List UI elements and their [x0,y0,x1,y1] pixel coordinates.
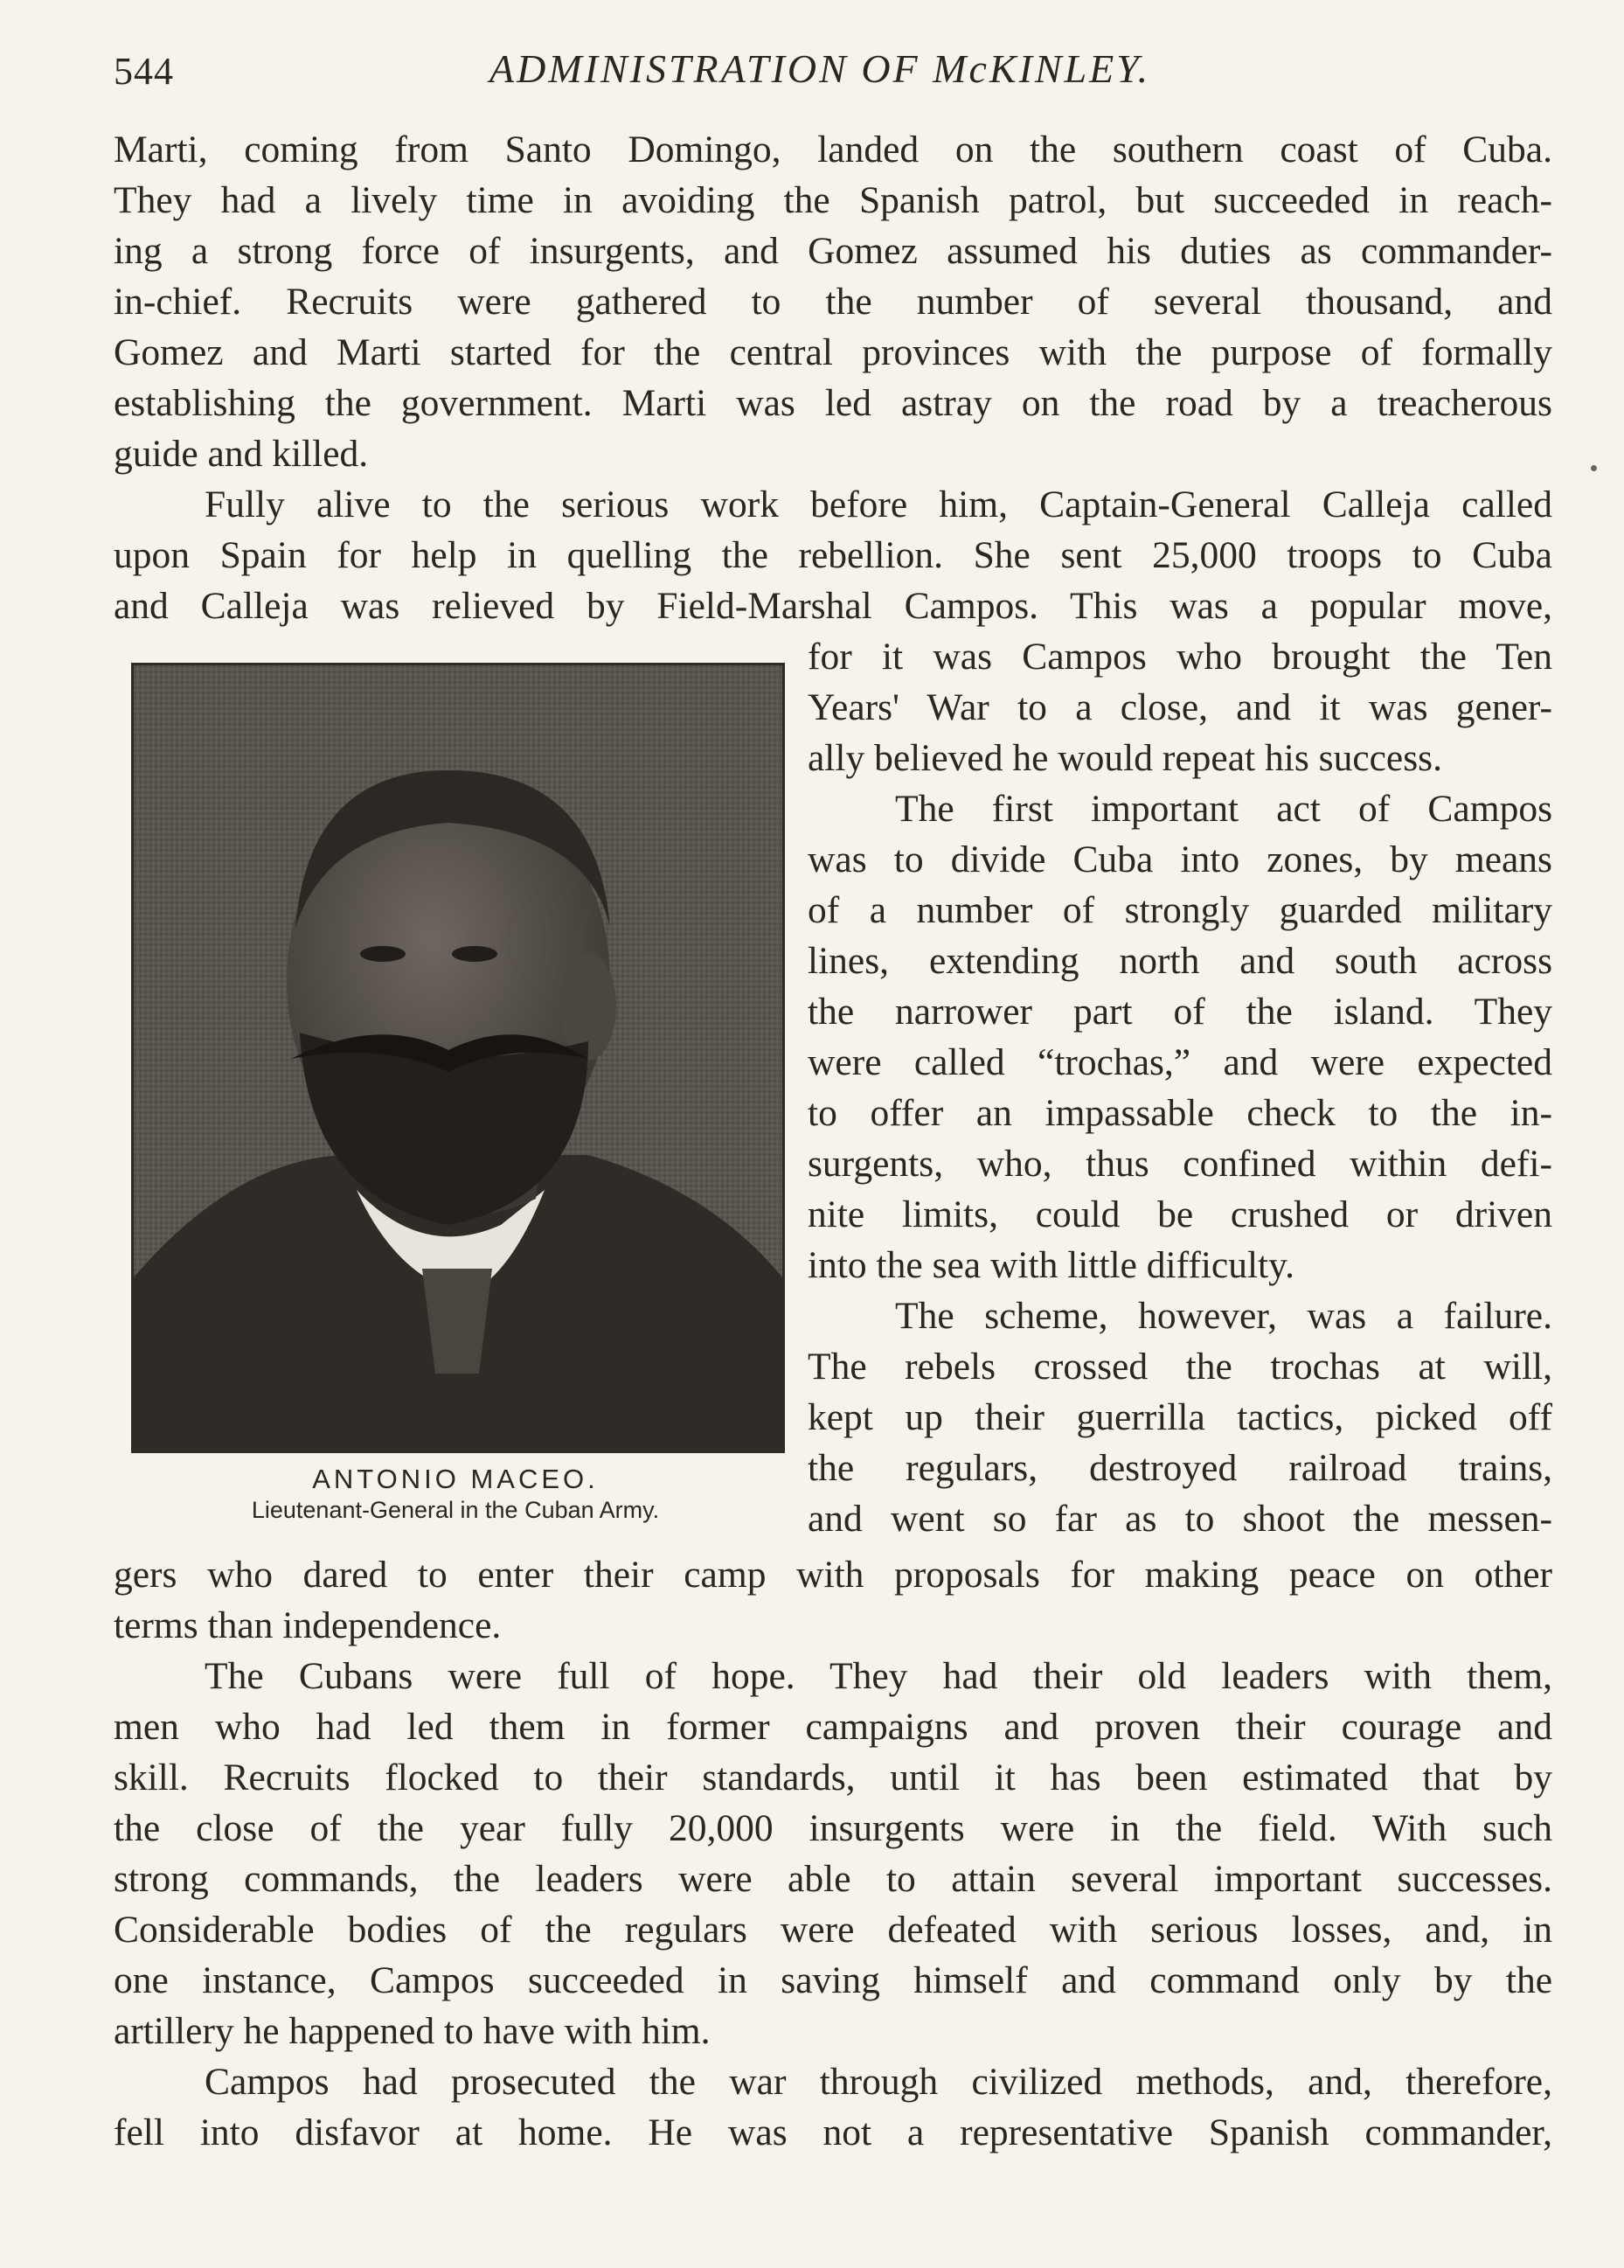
text-line: Considerable bodies of the regulars were defeated with serious losses, and, in [114,1909,1552,1951]
text-line: skill. Recruits flocked to their standards, until it has been estimated that by [114,1757,1552,1798]
text-line: Years' War to a close, and it was gener- [808,686,1552,728]
text-line: Campos had prosecuted the war through civilized methods, and, therefore, [205,2061,1552,2103]
text-line: lines, extending north and south across [808,940,1552,982]
text-line: terms than independence. [114,1604,502,1646]
portrait-image [134,665,782,1451]
text-line: establishing the government. Marti was led astray on the road by a treacherous [114,382,1552,424]
text-line: fell into disfavor at home. He was not a representative Spanish commander, [114,2111,1552,2153]
text-line: artillery he happened to have with him. [114,2010,711,2052]
text-line: gers who dared to enter their camp with proposals for making peace on other [114,1554,1552,1596]
text-line: men who had led them in former campaigns and proven their courage and [114,1706,1552,1748]
ink-speck [1591,465,1597,471]
text-line: to offer an impassable check to the in- [808,1092,1552,1134]
text-line: strong commands, the leaders were able to attain several important successes. [114,1858,1552,1900]
text-line: upon Spain for help in quelling the rebellion. She sent 25,000 troops to Cuba [114,534,1552,576]
running-head [114,45,1556,107]
text-line: The scheme, however, was a failure. [895,1295,1552,1337]
text-line: into the sea with little difficulty. [808,1244,1294,1286]
figure-caption-name: ANTONIO MACEO. [312,1464,599,1494]
text-line: They had a lively time in avoiding the Spanish patrol, but succeeded in reach- [114,179,1552,221]
text-line: Fully alive to the serious work before him, Captain-General Calleja called [205,484,1552,525]
text-line: for it was Campos who brought the Ten [808,636,1552,678]
text-line: was to divide Cuba into zones, by means [808,838,1552,880]
text-line: the close of the year fully 20,000 insurgents were in the field. With such [114,1807,1552,1849]
paragraph-block-beside-figure [808,631,1552,1544]
page-number: 544 [114,50,174,93]
text-line: and went so far as to shoot the messen- [808,1498,1552,1540]
text-line: Gomez and Marti started for the central provinces with the purpose of formally [114,331,1552,373]
running-title: ADMINISTRATION OF McKINLEY. [489,46,1151,91]
portrait-figure [131,663,785,1453]
paragraph-block-bottom [114,1549,1552,2158]
text-line: ing a strong force of insurgents, and Gomez assumed his duties as commander- [114,230,1552,272]
text-line: nite limits, could be crushed or driven [808,1193,1552,1235]
text-line: in-chief. Recruits were gathered to the number of several thousand, and [114,281,1552,323]
text-line: of a number of strongly guarded military [808,889,1552,931]
text-line: surgents, who, thus confined within defi- [808,1143,1552,1185]
text-line: guide and killed. [114,433,369,475]
text-line: The first important act of Campos [895,788,1552,830]
text-line: ally believed he would repeat his success. [808,737,1442,779]
figure-caption-subtitle: Lieutenant-General in the Cuban Army. [251,1497,660,1523]
text-line: one instance, Campos succeeded in saving himself and command only by the [114,1959,1552,2001]
text-line: and Calleja was relieved by Field-Marshal Campos. This was a popular move, [114,585,1552,627]
paragraph-block-top [114,124,1552,631]
text-line: kept up their guerrilla tactics, picked off [808,1396,1552,1438]
text-line: were called “trochas,” and were expected [808,1041,1552,1083]
text-line: the regulars, destroyed railroad trains, [808,1447,1552,1489]
text-line: The rebels crossed the trochas at will, [808,1346,1552,1388]
text-line: The Cubans were full of hope. They had their old leaders with them, [205,1655,1552,1697]
text-line: Marti, coming from Santo Domingo, landed on the southern coast of Cuba. [114,129,1552,170]
text-line: the narrower part of the island. They [808,991,1552,1033]
